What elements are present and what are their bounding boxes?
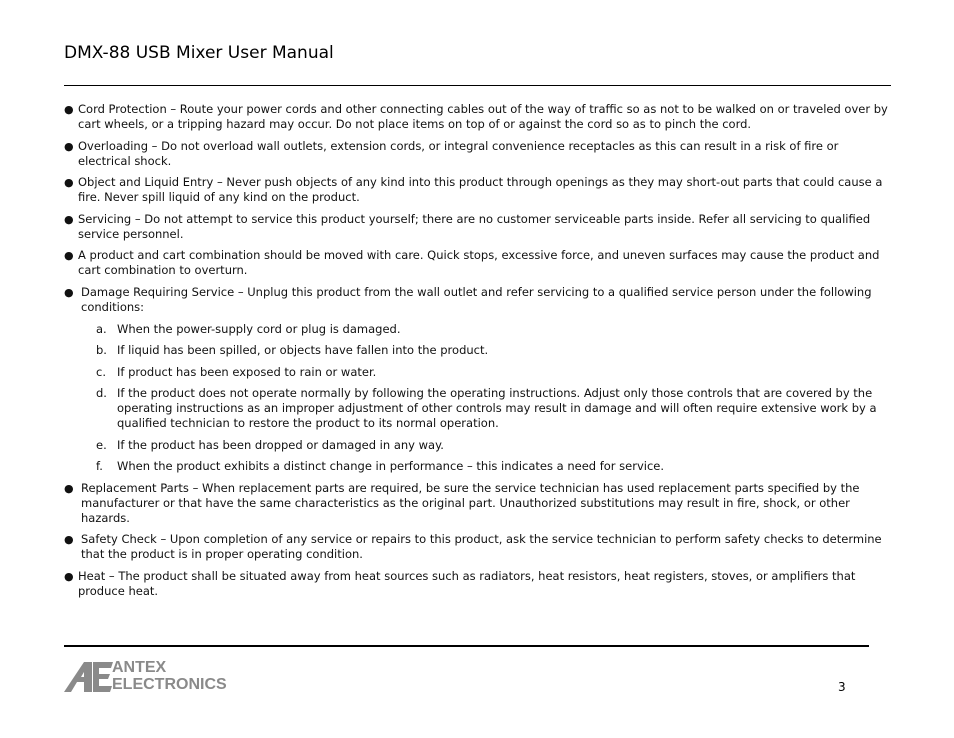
bullet-icon: ● bbox=[64, 249, 74, 262]
sub-list-letter: d. bbox=[96, 386, 107, 400]
list-item-text: A product and cart combination should be moved with care. Quick stops, excessive force, and uneven surfaces may cause the product and cart combination to overturn. bbox=[78, 248, 880, 277]
list-item bbox=[64, 248, 888, 278]
bullet-icon: ● bbox=[64, 103, 74, 116]
page-title: DMX-88 USB Mixer User Manual bbox=[64, 43, 334, 63]
bullet-icon: ● bbox=[64, 139, 74, 153]
list-item-text: Cord Protection – Route your power cords and other connecting cables out of the way of traffic so as not to be walked on or traveled over by cart wheels, or a tripping hazard may occur. Do not place items on top of or against the cord so as to pinch the cord. bbox=[78, 102, 888, 131]
list-item bbox=[64, 212, 888, 242]
list-item bbox=[64, 139, 888, 169]
header-divider bbox=[64, 85, 891, 86]
sub-list-text: When the product exhibits a distinct change in performance – this indicates a need for service. bbox=[117, 459, 665, 473]
list-item bbox=[64, 102, 888, 132]
sub-list-letter: a. bbox=[96, 321, 107, 336]
list-item-text: Overloading – Do not overload wall outlets, extension cords, or integral convenience receptacles as this can result in a risk of fire or electrical shock. bbox=[78, 138, 839, 168]
list-item bbox=[64, 285, 888, 475]
sub-list-item bbox=[64, 365, 888, 380]
service-conditions-list bbox=[64, 322, 888, 475]
sub-list-text: If the product has been dropped or damaged in any way. bbox=[117, 437, 444, 452]
list-item-text: Heat – The product shall be situated away from heat sources such as radiators, heat resistors, heat registers, stoves, or amplifiers that produce heat. bbox=[78, 568, 856, 598]
sub-list-letter: b. bbox=[96, 343, 107, 357]
list-item bbox=[64, 175, 888, 205]
footer-divider bbox=[64, 645, 869, 647]
bullet-icon: ● bbox=[64, 533, 74, 546]
antex-logo-mark-icon bbox=[64, 660, 114, 694]
list-item-text: Object and Liquid Entry – Never push objects of any kind into this product through openings as they may short-out parts that could cause a fire. Never spill liquid of any kind on the product. bbox=[78, 175, 883, 204]
sub-list-letter: f. bbox=[96, 459, 103, 473]
sub-list-text: When the power-supply cord or plug is damaged. bbox=[117, 321, 401, 336]
list-item-text: Servicing – Do not attempt to service this product yourself; there are no customer serviceable parts inside. Refer all servicing to qualified service personnel. bbox=[78, 211, 871, 241]
list-item-text: Safety Check – Upon completion of any service or repairs to this product, ask the service technician to perform safety checks to determine that the product is in proper operating condition. bbox=[81, 532, 882, 561]
bullet-icon: ● bbox=[64, 569, 74, 583]
sub-list-item bbox=[64, 386, 888, 431]
list-item bbox=[64, 532, 888, 562]
sub-list-text: If the product does not operate normally by following the operating instructions. Adjust only those controls that are covered by the operating instructions as an improper adjustment of other controls may result in damage and will often require extensive work by a qualified technician to restore the product to its normal operation. bbox=[117, 386, 877, 430]
sub-list-letter: e. bbox=[96, 437, 107, 452]
sub-list-item bbox=[64, 322, 888, 337]
antex-logo bbox=[64, 660, 246, 694]
sub-list-item bbox=[64, 343, 888, 358]
sub-list-item bbox=[64, 438, 888, 453]
page-number: 3 bbox=[838, 680, 846, 694]
bullet-icon: ● bbox=[64, 212, 74, 226]
bullet-icon: ● bbox=[64, 481, 74, 495]
sub-list-text: If product has been exposed to rain or water. bbox=[117, 364, 377, 379]
bullet-icon: ● bbox=[64, 285, 74, 299]
sub-list-item bbox=[64, 459, 888, 474]
list-item bbox=[64, 569, 888, 599]
logo-line-antex: ANTEX bbox=[112, 659, 167, 676]
list-item bbox=[64, 481, 888, 526]
sub-list-letter: c. bbox=[96, 364, 106, 379]
list-item-text: Damage Requiring Service – Unplug this product from the wall outlet and refer servicing to a qualified service person under the following conditions: bbox=[81, 284, 872, 314]
bullet-icon: ● bbox=[64, 176, 74, 189]
safety-instructions bbox=[64, 102, 888, 605]
list-item-text: Replacement Parts – When replacement parts are required, be sure the service technician has used replacement parts specified by the manufacturer or that have the same characteristics as the original part. Unauthorized substitutions may result in fire, shock, or other hazards. bbox=[81, 480, 860, 525]
logo-line-electronics: ELECTRONICS bbox=[112, 676, 227, 693]
sub-list-text: If liquid has been spilled, or objects have fallen into the product. bbox=[117, 343, 489, 357]
